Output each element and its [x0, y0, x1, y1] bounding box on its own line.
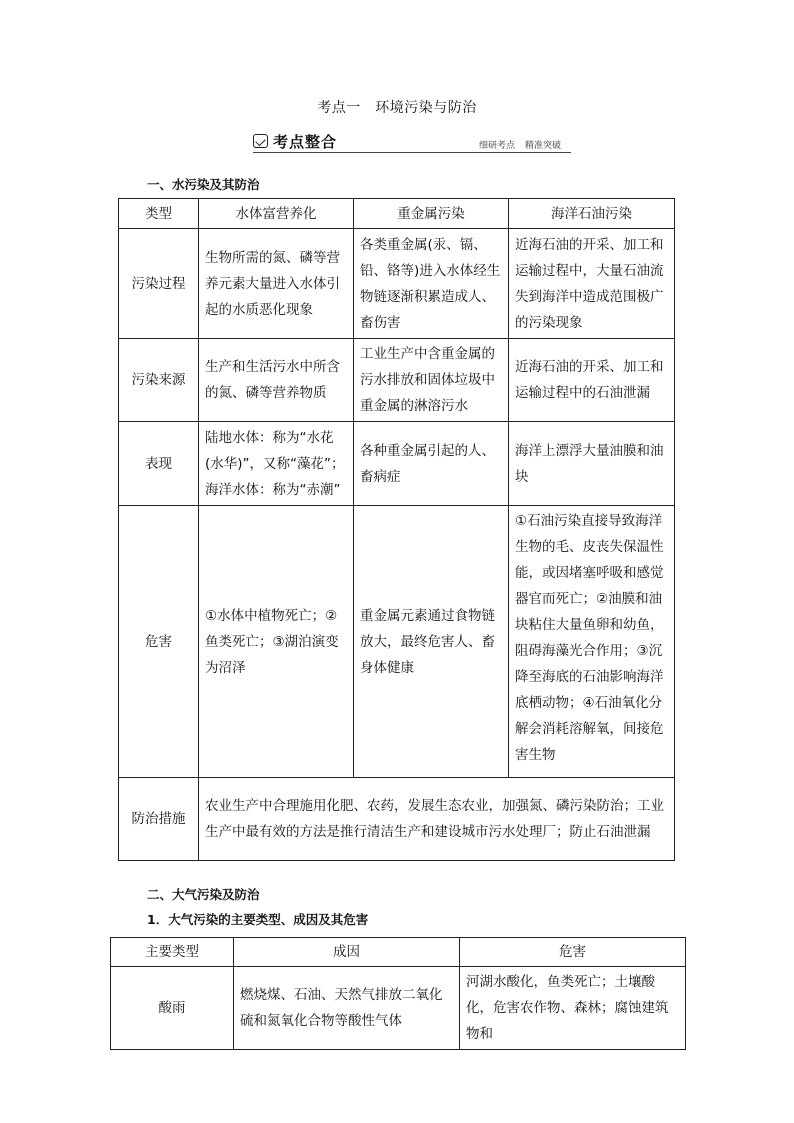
air-pollution-table [110, 937, 686, 1050]
table-cell: 河湖水酸化，鱼类死亡；土壤酸化，危害农作物、森林；腐蚀建筑物和 [460, 967, 686, 1050]
row-label: 危害 [119, 506, 199, 778]
table-cell: 生物所需的氮、磷等营养元素大量进入水体引起的水质恶化现象 [199, 229, 354, 339]
table-row [119, 339, 675, 422]
section-heading-air: 二、大气污染及防治 [147, 887, 260, 902]
table-row [119, 778, 675, 861]
banner-tag-2: 精准突破 [525, 141, 562, 151]
header-cell: 成因 [234, 938, 460, 967]
header-cell: 类型 [119, 199, 199, 229]
row-label: 污染过程 [119, 229, 199, 339]
row-label: 表现 [119, 422, 199, 506]
table-cell-merged: 农业生产中合理施用化肥、农药，发展生态农业，加强氮、磷污染防治；工业生产中最有效的方法是推行清洁生产和建设城市污水处理厂；防止石油泄漏 [199, 778, 675, 861]
table-cell: 各种重金属引起的人、畜病症 [354, 422, 509, 506]
table-row [119, 229, 675, 339]
water-pollution-table [118, 198, 675, 861]
table-header-row [119, 199, 675, 229]
banner-label: 考点整合 [273, 133, 338, 151]
section-banner [253, 133, 573, 155]
header-cell: 水体富营养化 [199, 199, 354, 229]
banner-rule [253, 152, 571, 153]
table-cell: 陆地水体：称为“水花(水华)”，又称“藻花”；海洋水体：称为“赤潮” [199, 422, 354, 506]
header-cell: 主要类型 [111, 938, 234, 967]
subheading-air-types: 1．大气污染的主要类型、成因及其危害 [147, 912, 369, 927]
table-cell: 工业生产中含重金属的污水排放和固体垃圾中重金属的淋溶污水 [354, 339, 509, 422]
table-row [119, 422, 675, 506]
table-cell: 燃烧煤、石油、天然气排放二氧化硫和氮氧化合物等酸性气体 [234, 967, 460, 1050]
section-heading-water: 一、水污染及其防治 [147, 177, 260, 192]
header-cell: 危害 [460, 938, 686, 967]
table-row [119, 506, 675, 778]
table-cell: 生产和生活污水中所含的氮、磷等营养物质 [199, 339, 354, 422]
table-cell: ①水体中植物死亡；②鱼类死亡；③湖泊演变为沼泽 [199, 506, 354, 778]
checkbox-icon [253, 134, 268, 148]
banner-tag-1: 细研考点 [479, 141, 516, 151]
table-header-row [111, 938, 686, 967]
table-cell: ①石油污染直接导致海洋生物的毛、皮丧失保温性能，或因堵塞呼吸和感觉器官而死亡；②油膜和油块粘住大量鱼卵和幼鱼，阻碍海藻光合作用；③沉降至海底的石油影响海洋底栖动物；④石油氧化分解会消耗溶解氧，间接危害生物 [509, 506, 675, 778]
row-label: 酸雨 [111, 967, 234, 1050]
table-cell: 各类重金属(汞、镉、铅、铬等)进入水体经生物链逐渐积累造成人、畜伤害 [354, 229, 509, 339]
table-cell: 近海石油的开采、加工和运输过程中，大量石油流失到海洋中造成范围极广的污染现象 [509, 229, 675, 339]
header-cell: 海洋石油污染 [509, 199, 675, 229]
table-cell: 海洋上漂浮大量油膜和油块 [509, 422, 675, 506]
row-label: 防治措施 [119, 778, 199, 861]
header-cell: 重金属污染 [354, 199, 509, 229]
page-title: 考点一 环境污染与防治 [317, 100, 477, 116]
table-cell: 近海石油的开采、加工和运输过程中的石油泄漏 [509, 339, 675, 422]
row-label: 污染来源 [119, 339, 199, 422]
table-cell: 重金属元素通过食物链放大，最终危害人、畜身体健康 [354, 506, 509, 778]
table-row [111, 967, 686, 1050]
